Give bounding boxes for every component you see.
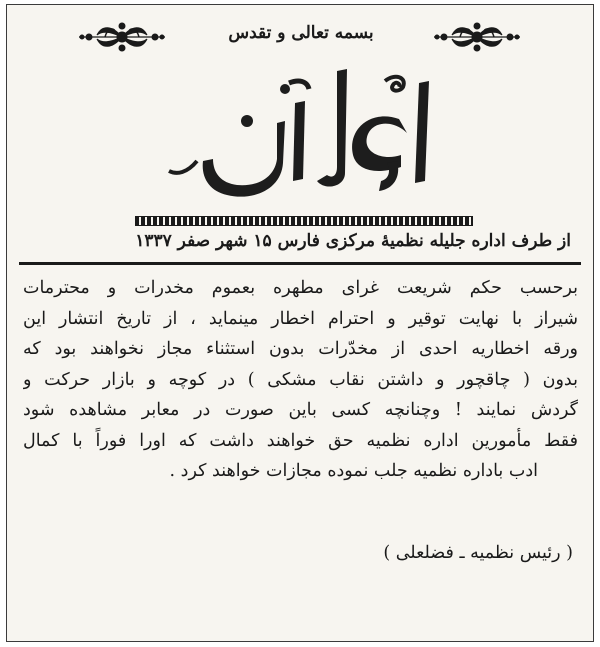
- title-block: [157, 63, 447, 213]
- dotted-divider: [135, 216, 473, 226]
- body-line: ورقه اخطاریه احدی از مخدّرات بدون استثناء مجاز نخواهند بود که: [23, 339, 578, 359]
- signature-line: ( رئیس نظمیه ـ فضلعلی ): [383, 543, 573, 563]
- body-line: برحسب حکم شریعت غرای مطهره بعموم مخدرات و محترمات: [23, 278, 578, 298]
- body-line: فقط مأمورین اداره نظمیه حق خواهند داشت که اورا فوراً با کمال: [23, 430, 578, 451]
- invocation-text: بسمه تعالی و تقدس: [228, 23, 374, 43]
- body-line: شیراز با نهایت توقیر و احترام اخطار مینماید ، از تاریخ انتشار این: [23, 308, 578, 329]
- proclamation-document: [6, 4, 594, 642]
- body-line: بدون ( چاقچور و داشتن نقاب مشکی ) در کوچه و بازار حرکت و: [23, 369, 578, 390]
- proclamation-body: [23, 273, 578, 487]
- body-line: ادب باداره نظمیه جلب نموده مجازات خواهند کرد .: [169, 461, 538, 481]
- thick-divider: [19, 262, 581, 265]
- body-line: گردش نمایند ! وچنانچه کسی باین صورت در معابر مشاهده شود: [23, 400, 578, 420]
- subtitle-issuer-date: از طرف اداره جلیله نظمیهٔ مرکزی فارس ۱۵ شهر صفر ۱۳۳۷: [135, 231, 571, 251]
- floral-ornament-icon: [77, 17, 167, 57]
- floral-ornament-icon: [432, 17, 522, 57]
- invocation-row: [7, 17, 593, 57]
